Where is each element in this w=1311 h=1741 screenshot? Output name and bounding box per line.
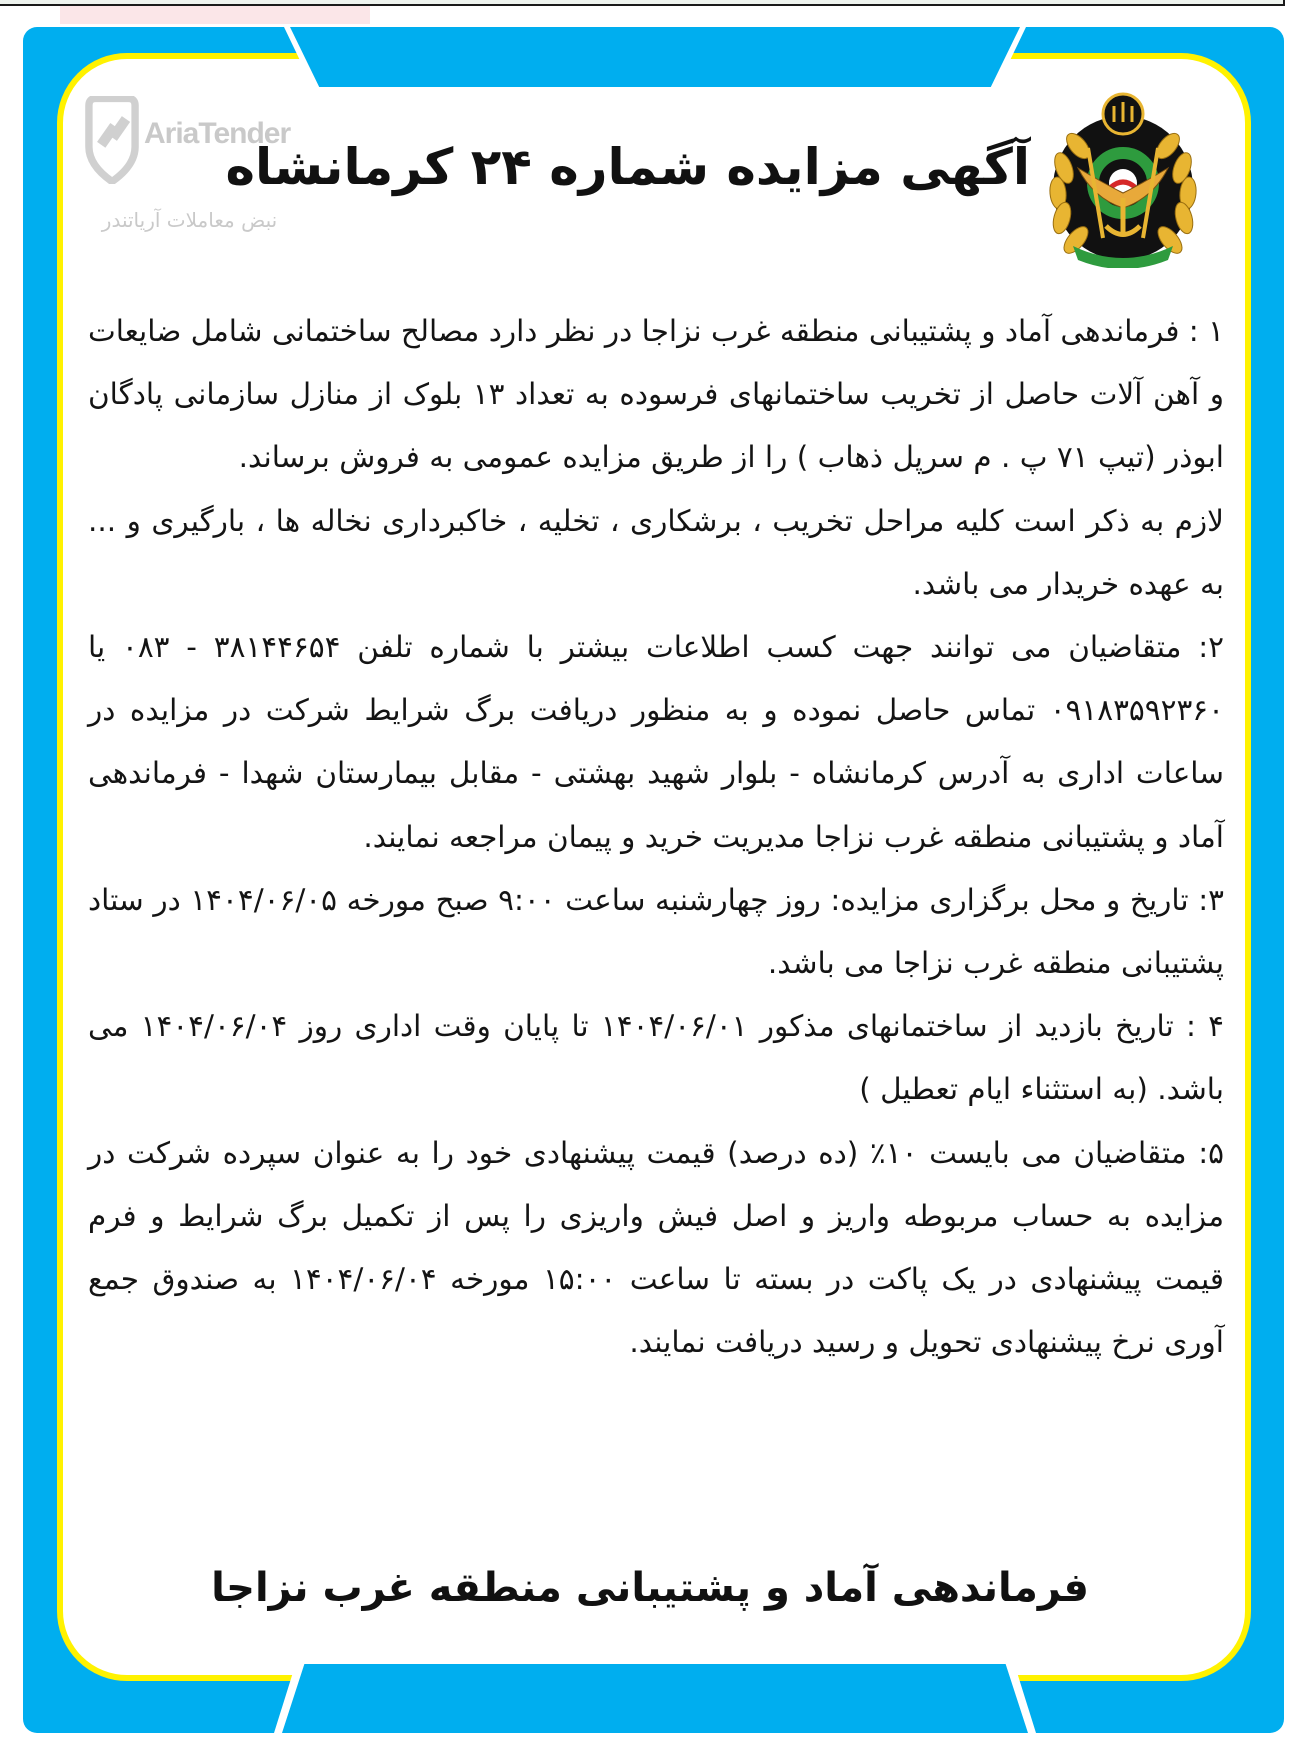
ad-body xyxy=(88,300,1224,1374)
paragraph-item-2: ۲: متقاضیان می توانند جهت کسب اطلاعات بیشتر با شماره تلفن ۳۸۱۴۴۶۵۴ - ۰۸۳ یا ۰۹۱۸۳۵۹۲۳۶۰ تماس حاصل نموده و به منظور دریافت برگ شرایط شرکت در مزایده در ساعات اداری به آدرس کرمانشاه - بلوار شهید بهشتی - مقابل بیمارستان شهدا - فرماندهی آماد و پشتیبانی منطقه غرب نزاجا مدیریت خرید و پیمان مراجعه نمایند. xyxy=(88,630,1224,854)
paragraph-item-1: ۱ : فرماندهی آماد و پشتیبانی منطقه غرب نزاجا در نظر دارد مصالح ساختمانی شامل ضایعات و آهن آلات حاصل از تخریب ساختمانهای فرسوده به تعداد ۱۳ بلوک از منازل سازمانی پادگان ابوذر (تیپ ۷۱ پ . م سرپل ذهاب ) را از طریق مزایده عمومی به فروش برساند. xyxy=(88,314,1225,475)
bottom-tab xyxy=(282,1664,1028,1733)
top-tab xyxy=(290,27,1020,87)
paragraph-item-5: ۵: متقاضیان می بایست ۱۰٪ (ده درصد) قیمت پیشنهادی خود را به عنوان سپرده شرکت در مزایده به حساب مربوطه واریز و اصل فیش واریزی را پس از تکمیل برگ شرایط و فرم قیمت پیشنهادی در یک پاکت در بسته تا ساعت ۱۵:۰۰ مورخه ۱۴۰۴/۰۶/۰۴ به صندوق جمع آوری نرخ پیشنهادی تحویل و رسید دریافت نمایند. xyxy=(88,1135,1225,1360)
corner-stamp-mark xyxy=(60,6,370,24)
paragraph-item-3: ۳: تاریخ و محل برگزاری مزایده: روز چهارشنبه ساعت ۹:۰۰ صبح مورخه ۱۴۰۴/۰۶/۰۵ در ستاد پشتیبانی منطقه غرب نزاجا می باشد. xyxy=(88,882,1224,981)
watermark-brand: AriaTender xyxy=(144,117,291,150)
ad-title: آگهی مزایده شماره ۲۴ کرمانشاه xyxy=(225,138,1030,196)
signature: فرماندهی آماد و پشتیبانی منطقه غرب نزاجا xyxy=(211,1565,1089,1611)
watermark-tagline: نبض معاملات آریاتندر xyxy=(101,208,278,232)
army-emblem-icon xyxy=(1048,88,1198,268)
paragraph-item-4: ۴ : تاریخ بازدید از ساختمانهای مذکور ۱۴۰۴/۰۶/۰۱ تا پایان وقت اداری روز ۱۴۰۴/۰۶/۰۴ می باشد. (به استثناء ایام تعطیل ) xyxy=(88,1009,1224,1107)
paragraph-note: لازم به ذکر است کلیه مراحل تخریب ، برشکاری ، تخلیه ، خاکبرداری نخاله ها ، بارگیری و ... به عهده خریدار می باشد. xyxy=(88,503,1224,601)
